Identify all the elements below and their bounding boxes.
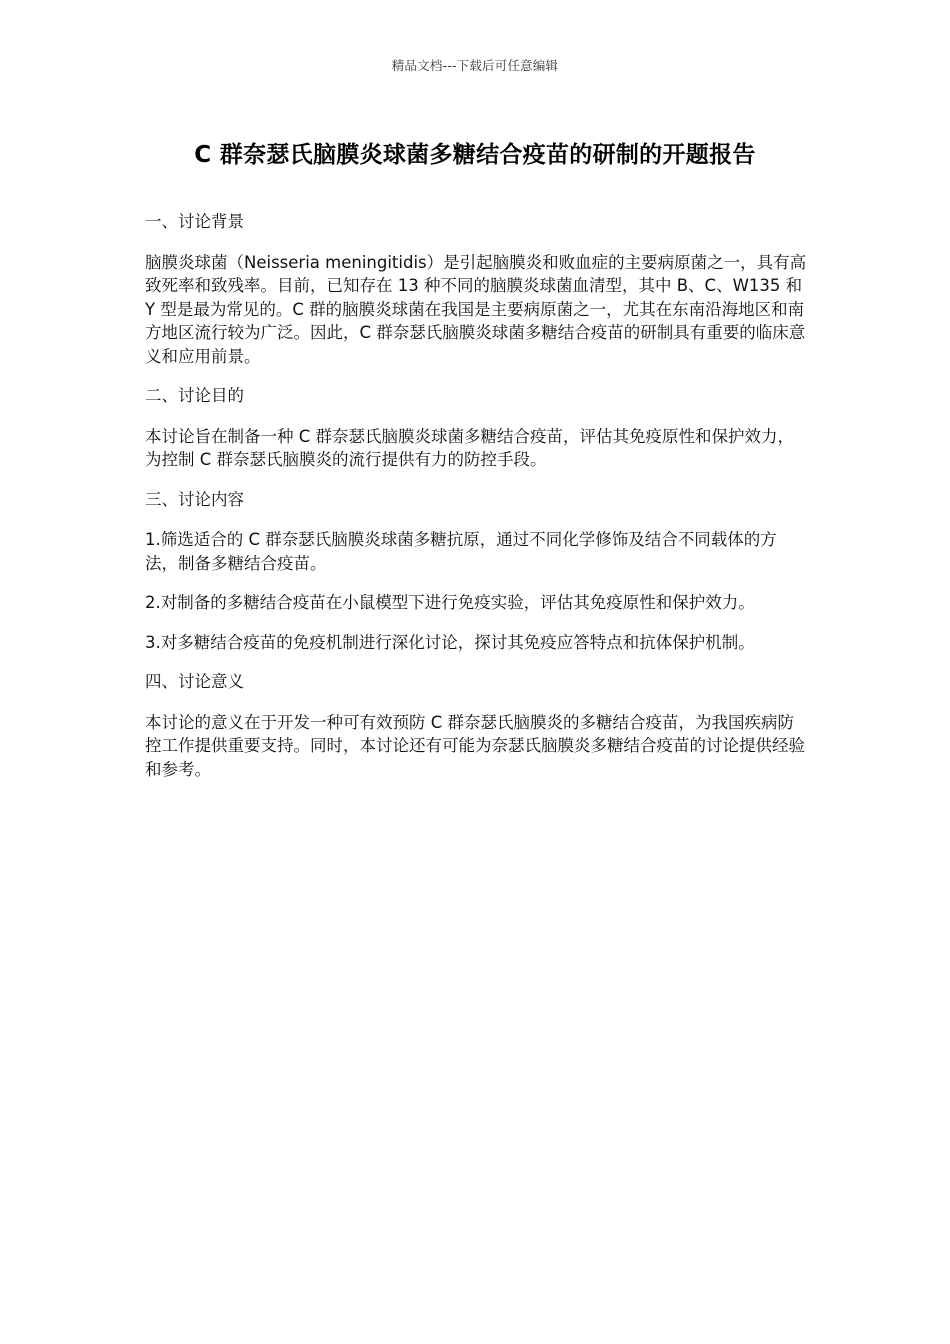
section-background [145,210,807,368]
document-title: C 群奈瑟氏脑膜炎球菌多糖结合疫苗的研制的开题报告 [194,142,756,168]
section-heading: 一、讨论背景 [145,212,244,231]
section-content [145,488,807,655]
section-significance [145,670,807,781]
list-item: 1.筛选适合的 C 群奈瑟氏脑膜炎球菌多糖抗原，通过不同化学修饰及结合不同载体的方法，制备多糖结合疫苗。 [145,530,777,573]
list-item: 3.对多糖结合疫苗的免疫机制进行深化讨论，探讨其免疫应答特点和抗体保护机制。 [145,632,755,652]
header-note: 精品文档---下载后可任意编辑 [391,58,559,73]
paragraph: 脑膜炎球菌（Neisseria meningitidis）是引起脑膜炎和败血症的主要病原菌之一，具有高致死率和致残率。目前，已知存在 13 种不同的脑膜炎球菌血清型，其中 B、C、W135 和 Y 型是最为常见的。C 群的脑膜炎球菌在我国是主要病原菌之一，尤其在东南沿海地区和南方地区流行较为广泛。因此，C 群奈瑟氏脑膜炎球菌多糖结合疫苗的研制具有重要的临床意义和应用前景。 [145,252,807,366]
document-body [145,210,807,797]
section-heading: 二、讨论目的 [145,386,244,405]
paragraph: 本讨论旨在制备一种 C 群奈瑟氏脑膜炎球菌多糖结合疫苗，评估其免疫原性和保护效力，为控制 C 群奈瑟氏脑膜炎的流行提供有力的防控手段。 [145,426,795,469]
paragraph: 本讨论的意义在于开发一种可有效预防 C 群奈瑟氏脑膜炎的多糖结合疫苗，为我国疾病防控工作提供重要支持。同时，本讨论还有可能为奈瑟氏脑膜炎多糖结合疫苗的讨论提供经验和参考。 [145,712,805,779]
list-item: 2.对制备的多糖结合疫苗在小鼠模型下进行免疫实验，评估其免疫原性和保护效力。 [145,593,755,612]
section-heading: 四、讨论意义 [145,672,244,691]
section-purpose [145,384,807,472]
section-heading: 三、讨论内容 [145,489,244,509]
